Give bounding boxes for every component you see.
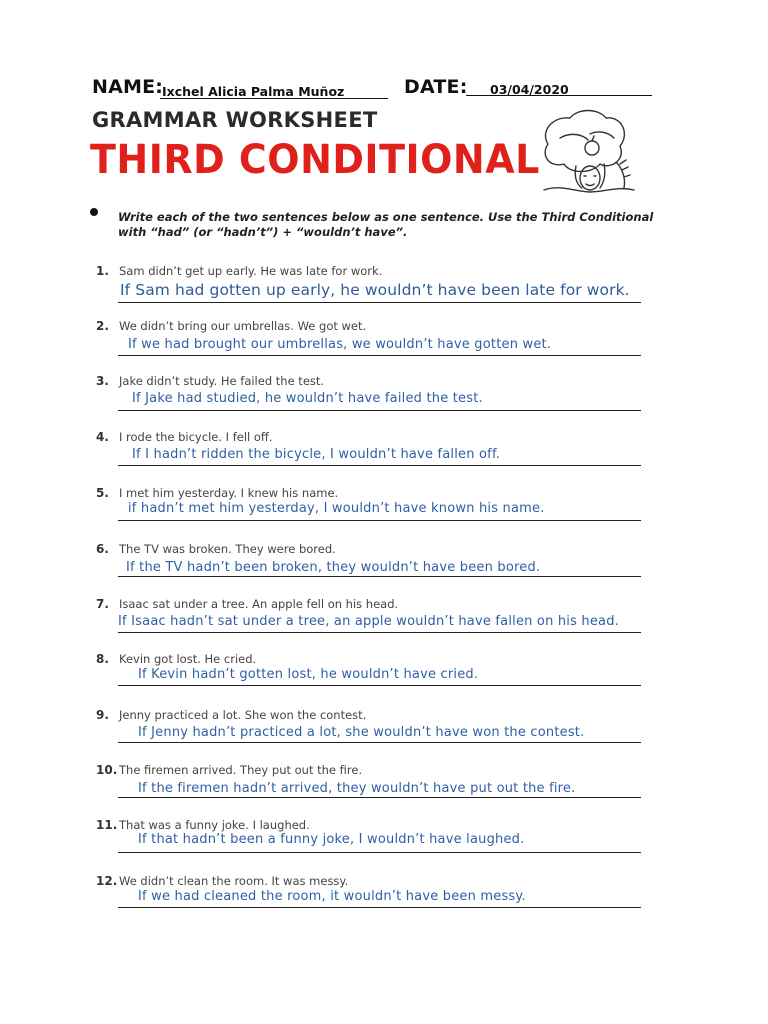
question-prompt: I rode the bicycle. I fell off. xyxy=(119,430,273,444)
answer-line xyxy=(118,465,641,466)
question-number: 12. xyxy=(96,874,118,888)
question-number: 5. xyxy=(96,486,109,500)
question-2 xyxy=(96,319,676,375)
answer-line xyxy=(118,302,641,303)
answer-text[interactable]: If Jake had studied, he wouldn’t have failed the test. xyxy=(132,391,483,406)
question-1 xyxy=(96,264,676,320)
worksheet-title: GRAMMAR WORKSHEET xyxy=(92,108,378,132)
question-prompt: I met him yesterday. I knew his name. xyxy=(119,486,339,500)
name-label: NAME: xyxy=(92,76,164,98)
answer-line xyxy=(118,410,641,411)
answer-line xyxy=(118,852,641,853)
question-number: 6. xyxy=(96,542,109,556)
answer-line xyxy=(118,797,641,798)
question-8 xyxy=(96,652,676,708)
question-prompt: We didn’t clean the room. It was messy. xyxy=(119,874,349,888)
question-prompt: The firemen arrived. They put out the fire. xyxy=(119,763,363,777)
question-prompt: That was a funny joke. I laughed. xyxy=(119,818,310,832)
date-underline xyxy=(466,95,652,96)
answer-text[interactable]: If we had cleaned the room, it wouldn’t have been messy. xyxy=(138,889,526,904)
instruction-bullet xyxy=(90,208,98,216)
question-prompt: Kevin got lost. He cried. xyxy=(119,652,257,666)
apple-tree-illustration-icon xyxy=(530,104,640,196)
question-prompt: Isaac sat under a tree. An apple fell on his head. xyxy=(119,597,399,611)
name-underline xyxy=(160,98,388,99)
answer-line xyxy=(118,685,641,686)
answer-text[interactable]: If Kevin hadn’t gotten lost, he wouldn’t have cried. xyxy=(138,667,479,682)
answer-text[interactable]: If that hadn’t been a funny joke, I wouldn’t have laughed. xyxy=(138,832,525,847)
question-number: 8. xyxy=(96,652,109,666)
question-5 xyxy=(96,486,676,542)
question-number: 4. xyxy=(96,430,109,444)
answer-text[interactable]: If Jenny hadn’t practiced a lot, she wouldn’t have won the contest. xyxy=(138,725,585,740)
question-number: 3. xyxy=(96,374,109,388)
answer-line xyxy=(118,355,641,356)
answer-line xyxy=(118,520,641,521)
question-12 xyxy=(96,874,676,930)
question-number: 7. xyxy=(96,597,109,611)
question-3 xyxy=(96,374,676,430)
answer-text[interactable]: If Isaac hadn’t sat under a tree, an apple wouldn’t have fallen on his head. xyxy=(118,614,619,629)
question-number: 2. xyxy=(96,319,109,333)
answer-text[interactable]: If we had brought our umbrellas, we wouldn’t have gotten wet. xyxy=(128,337,552,352)
question-number: 9. xyxy=(96,708,109,722)
answer-text[interactable]: If the firemen hadn’t arrived, they wouldn’t have put out the fire. xyxy=(138,781,576,796)
answer-line xyxy=(118,576,641,577)
question-9 xyxy=(96,708,676,764)
question-prompt: We didn’t bring our umbrellas. We got wet. xyxy=(119,319,367,333)
name-value: Ixchel Alicia Palma Muñoz xyxy=(162,84,345,99)
answer-text[interactable]: If I hadn’t ridden the bicycle, I wouldn’t have fallen off. xyxy=(132,447,501,462)
question-prompt: Sam didn’t get up early. He was late for work. xyxy=(119,264,383,278)
question-6 xyxy=(96,542,676,598)
question-11 xyxy=(96,818,676,874)
question-prompt: Jake didn’t study. He failed the test. xyxy=(119,374,325,388)
date-label: DATE: xyxy=(404,76,468,98)
question-number: 10. xyxy=(96,763,118,777)
answer-line xyxy=(118,742,641,743)
question-prompt: Jenny practiced a lot. She won the contest. xyxy=(119,708,367,722)
question-10 xyxy=(96,763,676,819)
answer-line xyxy=(118,632,641,633)
question-4 xyxy=(96,430,676,486)
question-7 xyxy=(96,597,676,653)
question-number: 11. xyxy=(96,818,118,832)
instructions-text: Write each of the two sentences below as one sentence. Use the Third Conditional with “had” (or “hadn’t”) + “wouldn’t have”. xyxy=(118,210,654,239)
answer-text[interactable]: If the TV hadn’t been broken, they wouldn’t have been bored. xyxy=(126,560,541,575)
worksheet-subtitle: THIRD CONDITIONAL xyxy=(90,136,540,183)
answer-text[interactable]: If Sam had gotten up early, he wouldn’t have been late for work. xyxy=(120,281,630,299)
answer-text[interactable]: if hadn’t met him yesterday, I wouldn’t have known his name. xyxy=(128,501,545,516)
question-number: 1. xyxy=(96,264,109,278)
date-value: 03/04/2020 xyxy=(490,82,569,97)
question-prompt: The TV was broken. They were bored. xyxy=(119,542,336,556)
answer-line xyxy=(118,907,641,908)
